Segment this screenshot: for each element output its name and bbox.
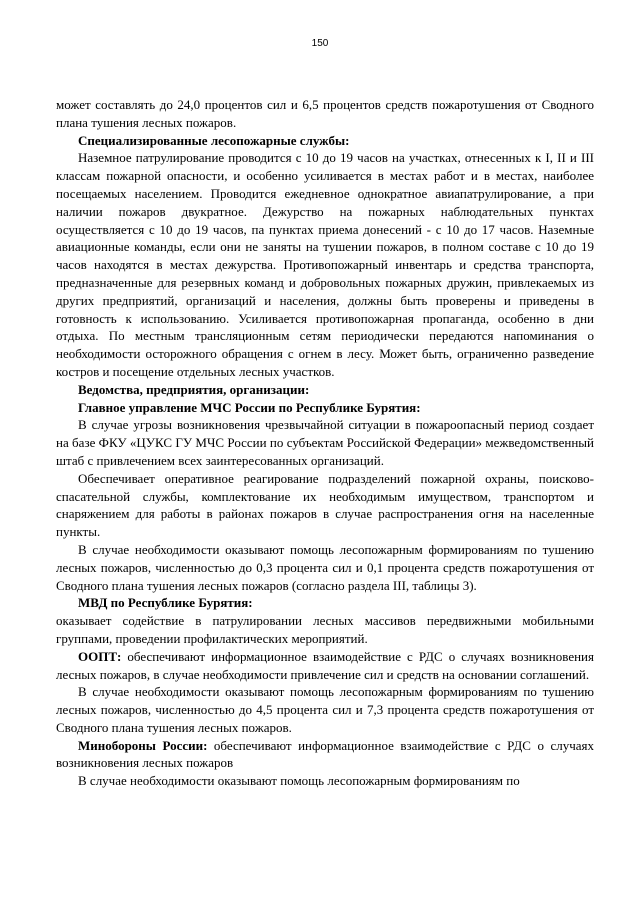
- paragraph: [56, 648, 594, 684]
- paragraph: оказывает содействие в патрулировании лесных массивов передвижными мобильными группами, проведении профилактических мероприятий.: [56, 613, 594, 646]
- paragraph: может составлять до 24,0 процентов сил и 6,5 процентов средств пожаротушения от Сводного плана тушения лесных пожаров.: [56, 97, 594, 130]
- inline-heading: ООПТ:: [78, 648, 122, 664]
- section-heading: Ведомства, предприятия, организации:: [78, 381, 310, 397]
- paragraph: В случае необходимости оказывают помощь лесопожарным формированиям по тушению лесных пожаров, численностью до 4,5 процента сил и 7,3 процента средств пожаротушения от Сводного плана тушения лесных пожаров.: [56, 684, 594, 735]
- inline-heading: Минобороны России:: [78, 737, 208, 753]
- section-heading: Специализированные лесопожарные службы:: [78, 132, 350, 148]
- document-body: [56, 96, 594, 790]
- page-number: 150: [311, 38, 329, 49]
- paragraph: В случае необходимости оказывают помощь лесопожарным формированиям по: [78, 773, 520, 789]
- section-heading: МВД по Республике Бурятия:: [78, 595, 253, 611]
- paragraph: В случае угрозы возникновения чрезвычайной ситуации в пожароопасный период создает на базе ФКУ «ЦУКС ГУ МЧС России по субъектам Российской Федерации» межведомственный штаб с привлечением всех заинтересованных организаций.: [56, 417, 594, 468]
- paragraph-text: обеспечивают информационное взаимодействие с РДС о случаях возникновения лесных пожаров: [56, 737, 594, 771]
- paragraph-text: обеспечивают информационное взаимодействие с РДС о случаях возникновения лесных пожаров, в случае необходимости привлечение сил и средств на основании соглашений.: [56, 648, 594, 682]
- section-heading: Главное управление МЧС России по Республике Бурятия:: [78, 399, 421, 415]
- paragraph: Наземное патрулирование проводится с 10 до 19 часов на участках, отнесенных к I, II и III классам пожарной опасности, и особенно усиливается в местах работ и в местах, наиболее посещаемых населением. Проводится ежедневное однократное авиапатрулирование, а при наличии пожаров двукратное. Дежурство на пожарных наблюдательных пунктах осуществляется с 10 до 19 часов, па пунктах приема донесений - с 10 до 17 часов. Наземные авиационные команды, если они не заняты на тушении пожаров, в полном составе с 10 до 19 часов находятся в местах дежурства. Противопожарный инвентарь и средства транспорта, предназначенные для резервных команд и добровольных пожарных дружин, привлекаемых из других предприятий, организаций и населения, должны быть проверены и приведены в готовность к использованию. Усиливается противопожарная пропаганда, особенно в дни отдыха. По местным трансляционным сетям периодически передаются напоминания о необходимости осторожного обращения с огнем в лесу. Может быть, ограниченно разведение костров и посещение отдельных лесных участков.: [56, 150, 594, 379]
- paragraph: В случае необходимости оказывают помощь лесопожарным формированиям по тушению лесных пожаров, численностью до 0,3 процента сил и 0,1 процента средств пожаротушения от Сводного плана тушения лесных пожаров (согласно раздела III, таблицы 3).: [56, 541, 594, 593]
- paragraph: Обеспечивает оперативное реагирование подразделений пожарной охраны, поисково-спасательной службы, комплектование их необходимым имуществом, транспортом и снаряжением для работы в районах пожаров в случае распространения огня на населенные пункты.: [56, 470, 594, 540]
- paragraph: [56, 737, 594, 773]
